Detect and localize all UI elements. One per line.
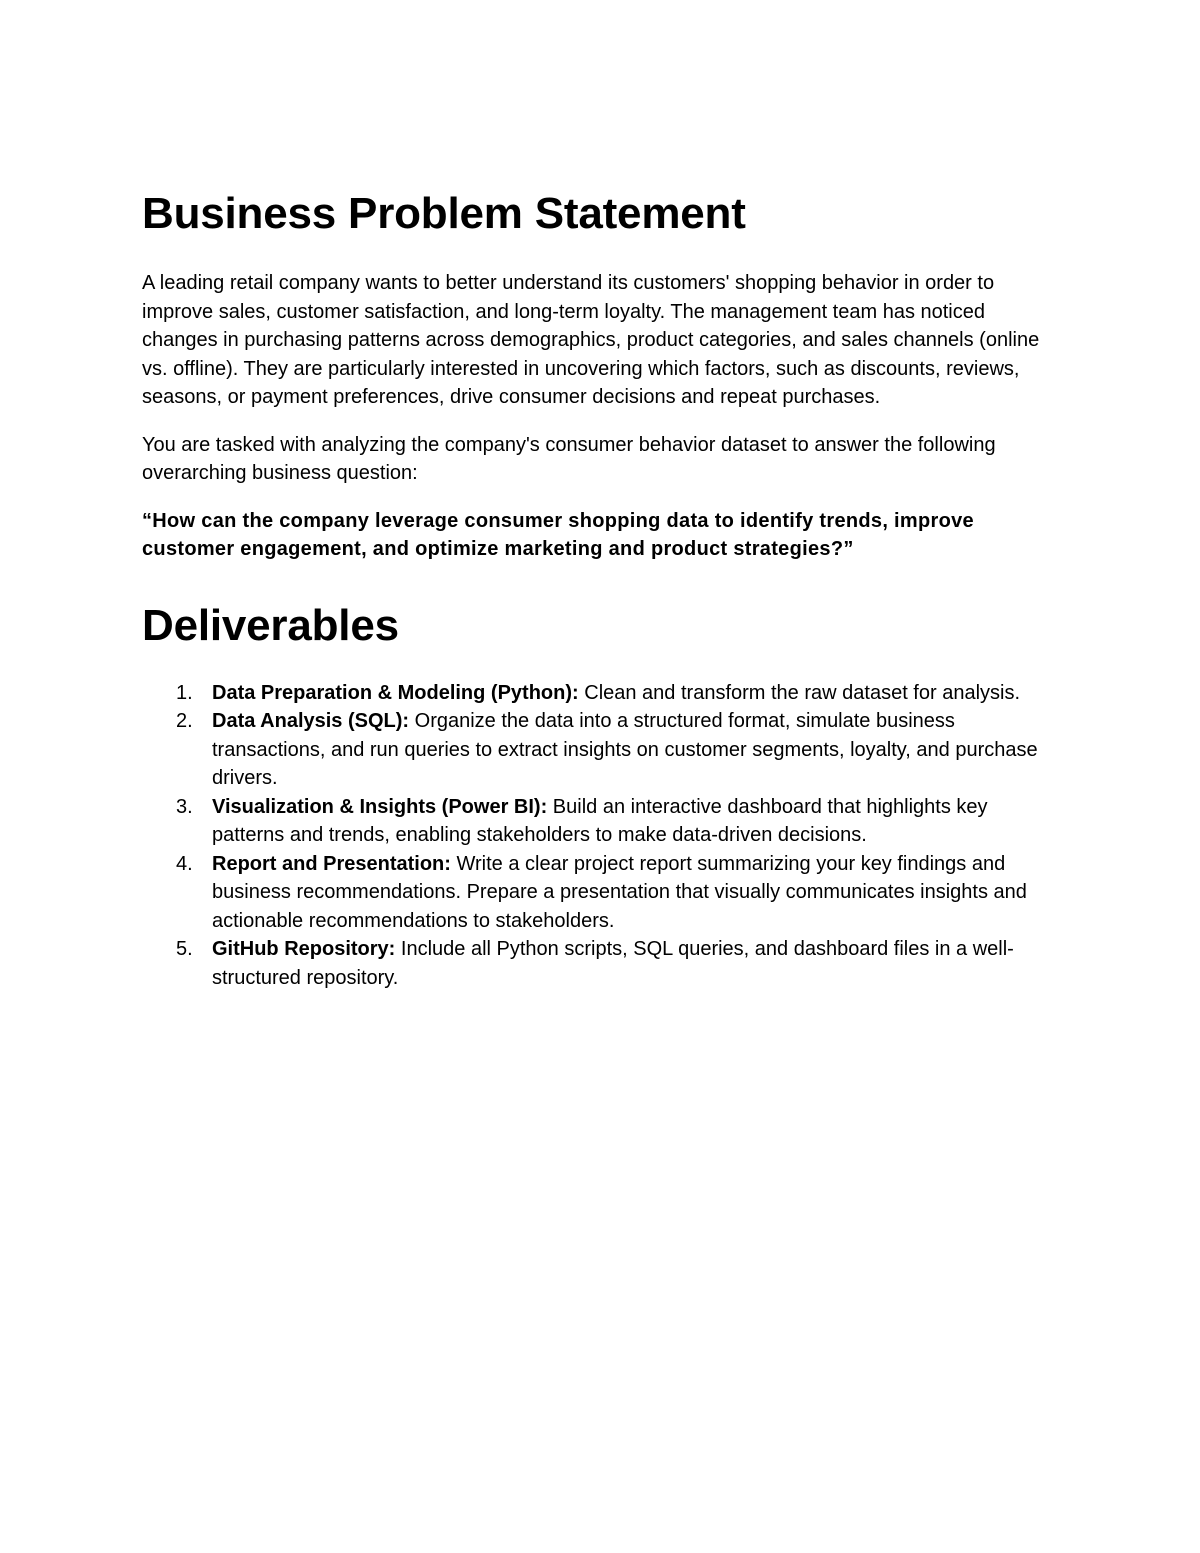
deliverable-description: Include all Python scripts, SQL queries, and dashboard files in a well-structured repository. xyxy=(212,938,1014,989)
deliverable-title: GitHub Repository: xyxy=(212,938,396,960)
business-question: “How can the company leverage consumer shopping data to identify trends, improve customer engagement, and optimize marketing and product strategies?” xyxy=(142,509,974,560)
deliverable-title: Data Preparation & Modeling (Python): xyxy=(212,681,579,704)
deliverable-description: Write a clear project report summarizing your key findings and business recommendations. Prepare a presentation that visually communicates insights and actionable recommendations to stakeholders. xyxy=(212,852,1027,932)
deliverable-title: Report and Presentation: xyxy=(212,852,451,875)
deliverable-description: Clean and transform the raw dataset for analysis. xyxy=(578,681,1021,704)
deliverable-number: 5. xyxy=(176,938,193,960)
document-content xyxy=(142,188,1057,992)
deliverable-description: Organize the data into a structured format, simulate business transactions, and run queries to extract insights on customer segments, loyalty, and purchase drivers. xyxy=(212,710,1038,789)
deliverable-item xyxy=(142,935,1057,992)
deliverable-item xyxy=(142,793,1057,850)
task-paragraph: You are tasked with analyzing the company's consumer behavior dataset to answer the following overarching business question: xyxy=(142,433,996,484)
deliverable-number: 4. xyxy=(176,852,193,875)
deliverable-title: Visualization & Insights (Power BI): xyxy=(212,795,548,818)
deliverable-number: 2. xyxy=(176,710,193,732)
deliverable-number: 3. xyxy=(176,795,193,818)
deliverable-description: Build an interactive dashboard that highlights key patterns and trends, enabling stakeholders to make data-driven decisions. xyxy=(212,795,988,846)
deliverable-title: Data Analysis (SQL): xyxy=(212,710,410,732)
intro-paragraph: A leading retail company wants to better understand its customers' shopping behavior in order to improve sales, customer satisfaction, and long-term loyalty. The management team has noticed changes in purchasing patterns across demographics, product categories, and sales channels (online vs. offline). They are particularly interested in uncovering which factors, such as discounts, reviews, seasons, or payment preferences, drive consumer decisions and repeat purchases. xyxy=(142,272,1040,408)
deliverable-item xyxy=(142,707,1057,793)
page-title: Business Problem Statement xyxy=(142,189,746,238)
deliverables-heading: Deliverables xyxy=(142,600,399,650)
deliverable-item xyxy=(142,850,1057,936)
deliverable-number: 1. xyxy=(176,681,193,704)
deliverables-list xyxy=(142,679,1057,993)
deliverable-item xyxy=(142,679,1057,708)
